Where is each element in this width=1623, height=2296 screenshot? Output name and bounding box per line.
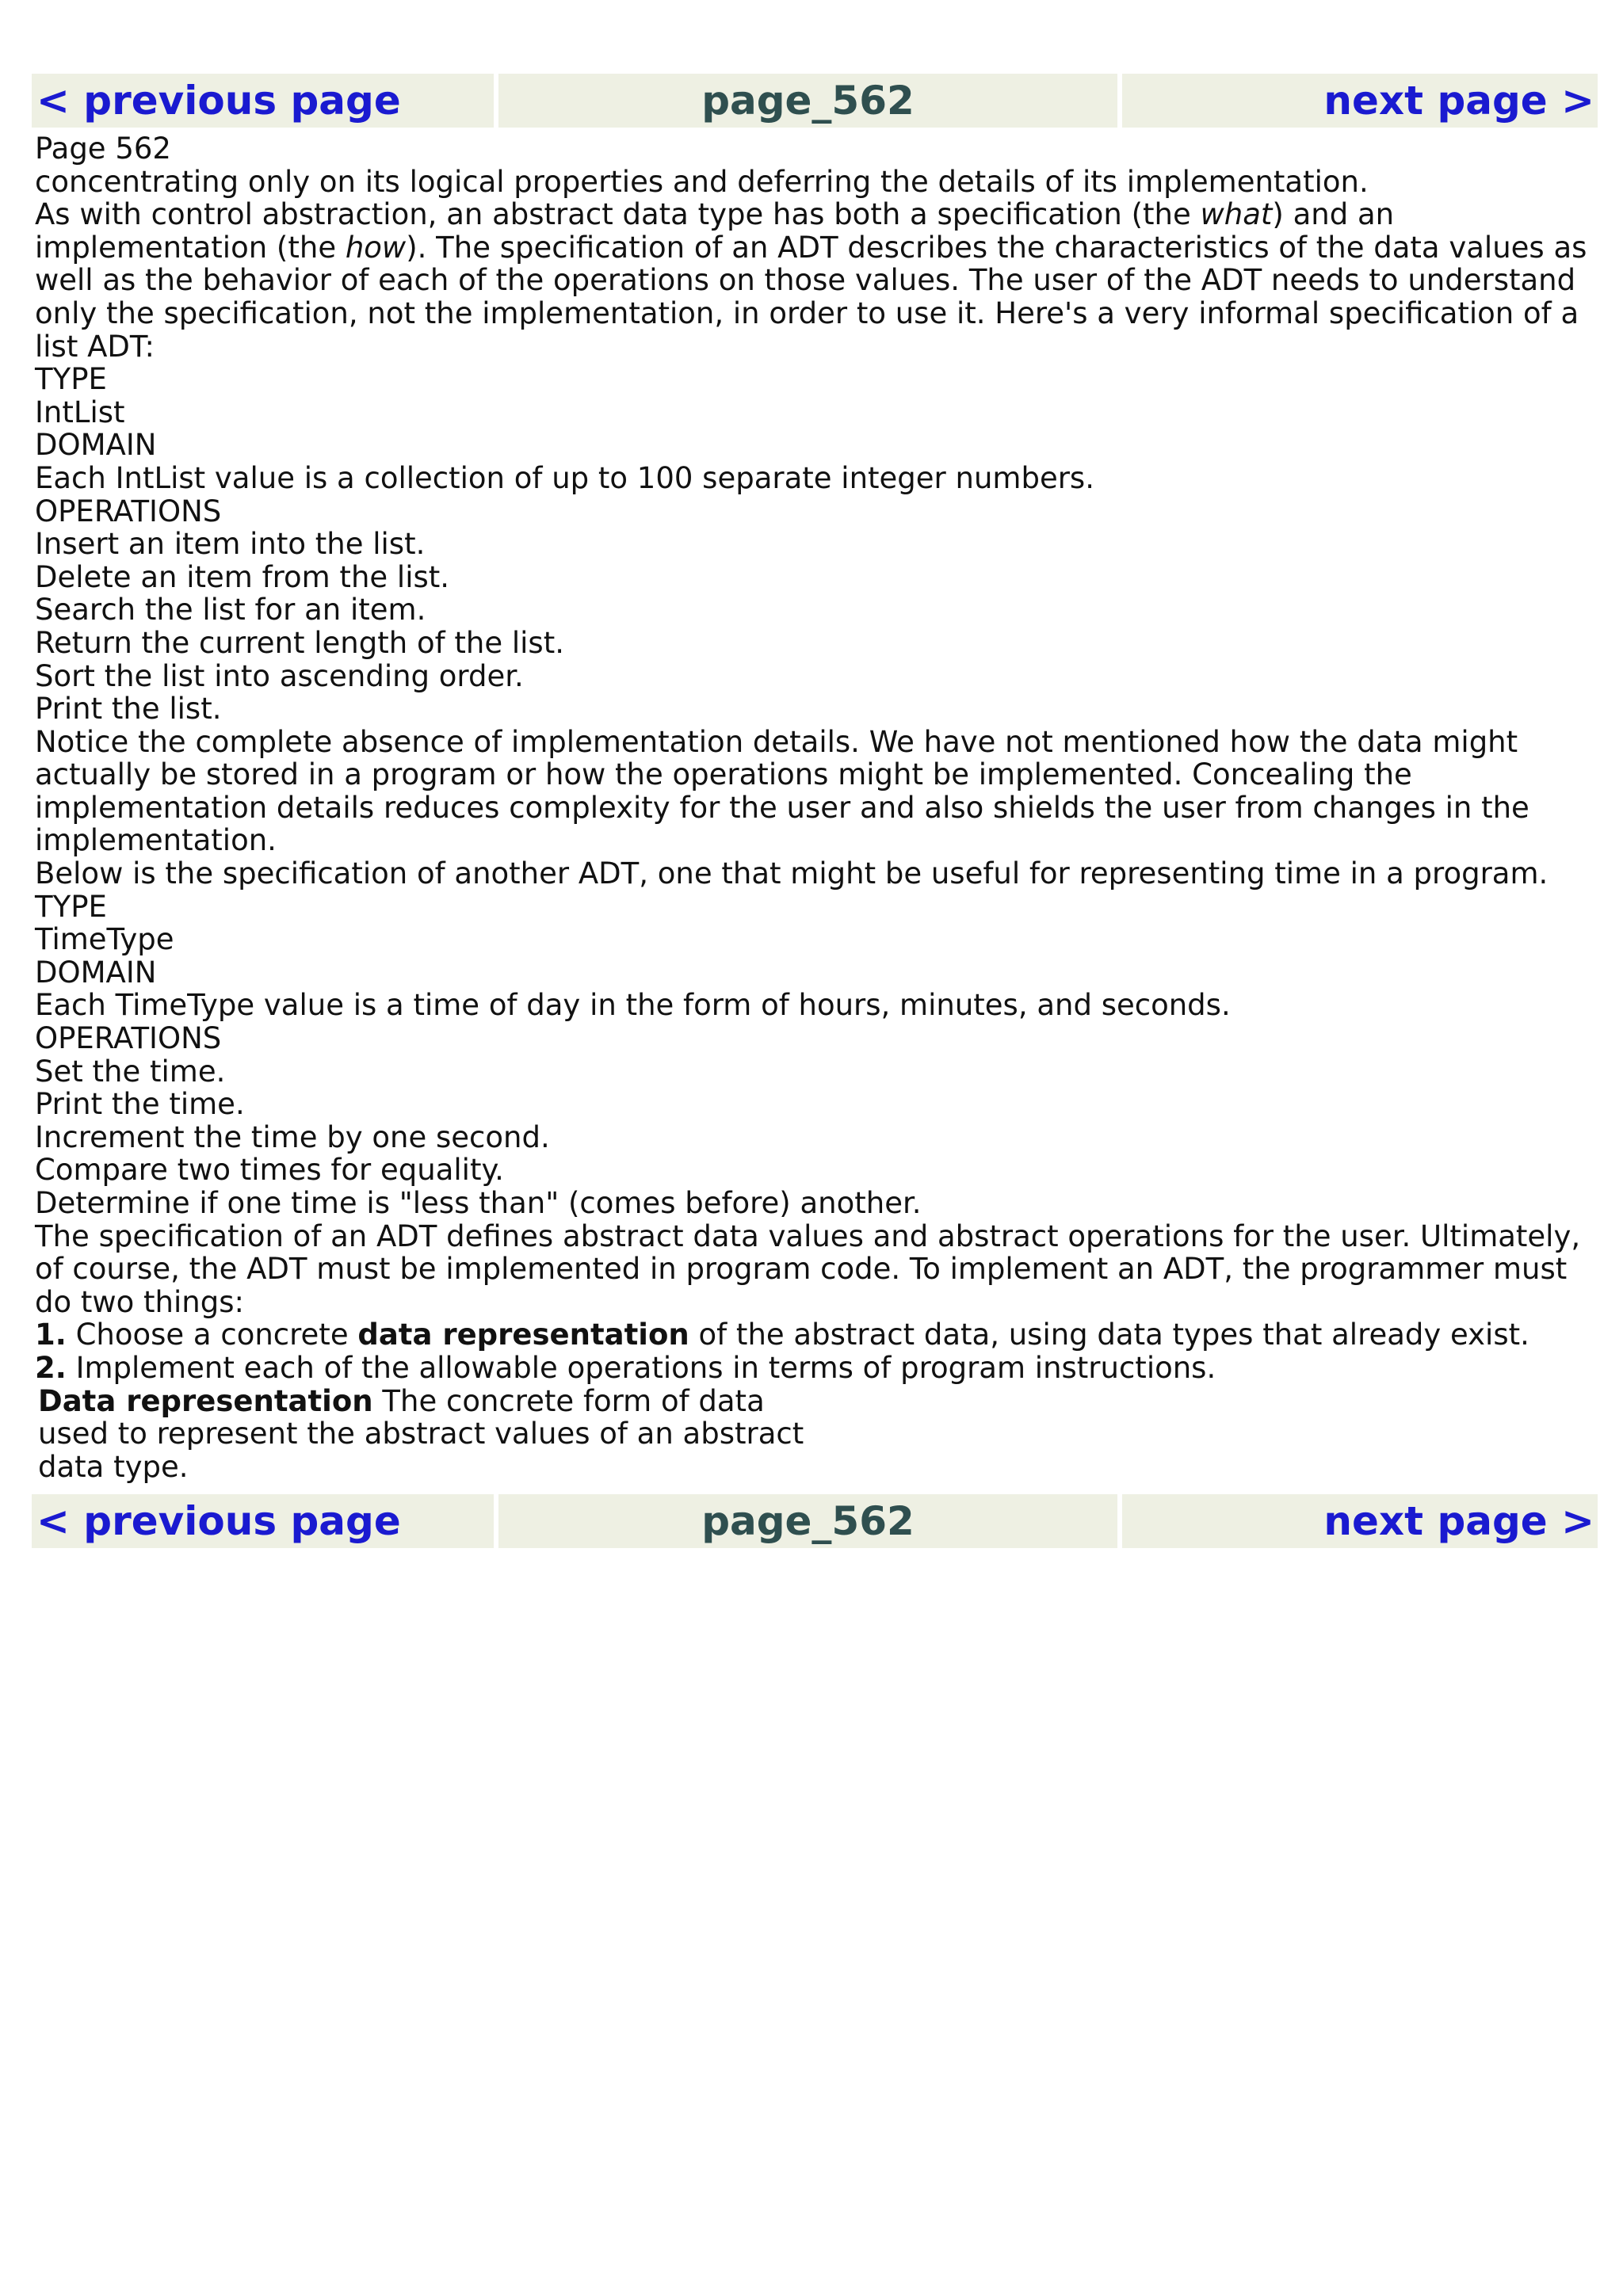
operation-item: Determine if one time is "less than" (comes before) another. (35, 1186, 922, 1220)
intlist-spec (35, 363, 1596, 726)
page-heading: Page 562 (35, 132, 171, 166)
emphasis-what: what (1200, 197, 1273, 232)
next-page-link[interactable]: next page > (1323, 78, 1594, 124)
definition-note (38, 1385, 1596, 1484)
operation-item: Sort the list into ascending order. (35, 658, 524, 693)
timetype-spec (35, 891, 1596, 1220)
text-line: implementation. (35, 823, 277, 858)
next-page-link[interactable]: next page > (1323, 1498, 1594, 1545)
step-number: 2. (35, 1350, 67, 1385)
intro-line: concentrating only on its logical properties and deferring the details of its implementation. (35, 164, 1369, 199)
operation-item: Search the list for an item. (35, 593, 426, 627)
definition-term: Data representation (38, 1383, 373, 1418)
text-line: Data representation The concrete form of data (38, 1383, 765, 1418)
key-term: data representation (357, 1318, 689, 1352)
text-line: used to represent the abstract values of an abstract (38, 1417, 804, 1451)
spec-operations-label: OPERATIONS (35, 1021, 222, 1056)
operation-item: Print the list. (35, 692, 222, 727)
bottom-nav-bar (32, 1494, 1598, 1548)
text-line: actually be stored in a program or how the operations might be implemented. Concealing the (35, 757, 1412, 792)
text-line: The specification of an ADT defines abstract data values and abstract operations for the user. Ultimately, (35, 1219, 1581, 1253)
page-wrapper (32, 74, 1598, 1548)
text-line: of course, the ADT must be implemented in program code. To implement an ADT, the programmer must (35, 1252, 1568, 1287)
bottom-page-indicator (498, 1494, 1117, 1548)
spec-domain-text: Each TimeType value is a time of day in the form of hours, minutes, and seconds. (35, 988, 1231, 1023)
page-content (32, 128, 1598, 1483)
operation-item: Print the time. (35, 1087, 245, 1122)
step-item: 1. Choose a concrete data representation of the abstract data, using data types that already exist. (35, 1318, 1529, 1352)
operation-item: Compare two times for equality. (35, 1153, 504, 1188)
emphasis-how: how (345, 230, 407, 265)
text-line: do two things: (35, 1284, 244, 1319)
top-page-indicator (498, 74, 1117, 128)
text-line: implementation details reduces complexity for the user and also shields the user from changes in the (35, 790, 1529, 825)
operation-item: Insert an item into the list. (35, 527, 426, 562)
operation-item: Return the current length of the list. (35, 625, 564, 660)
spec-type-label: TYPE (35, 362, 107, 397)
bottom-prev-cell (32, 1494, 494, 1548)
operation-item: Set the time. (35, 1054, 226, 1089)
spec-domain-text: Each IntList value is a collection of up to 100 separate integer numbers. (35, 460, 1094, 495)
spec-type-label: TYPE (35, 889, 107, 924)
top-nav-bar (32, 74, 1598, 128)
text-line: As with control abstraction, an abstract data type has both a specification (the what) and an (35, 197, 1395, 232)
spec-domain-label: DOMAIN (35, 955, 157, 990)
bottom-next-cell (1122, 1494, 1598, 1548)
top-next-cell (1122, 74, 1598, 128)
paragraph-another-adt: Below is the specification of another ADT, one that might be useful for representing time in a program. (35, 856, 1549, 891)
page-number-label: page_562 (701, 1498, 915, 1545)
text-line: implementation (the how). The specification of an ADT describes the characteristics of the data values as (35, 230, 1587, 265)
page-number-label: page_562 (701, 78, 915, 124)
spec-type-name: TimeType (35, 922, 174, 957)
step-item: 2. Implement each of the allowable operations in terms of program instructions. (35, 1350, 1216, 1385)
previous-page-link[interactable]: < previous page (36, 1498, 401, 1545)
text-line: list ADT: (35, 329, 155, 364)
step-number: 1. (35, 1318, 67, 1352)
text-line: well as the behavior of each of the operations on those values. The user of the ADT needs to understand (35, 263, 1576, 298)
paragraph-adt-implementation (35, 1220, 1596, 1319)
top-prev-cell (32, 74, 494, 128)
paragraph-specification (35, 198, 1596, 363)
text-line: Notice the complete absence of implementation details. We have not mentioned how the data might (35, 724, 1518, 759)
operation-item: Increment the time by one second. (35, 1119, 550, 1154)
spec-domain-label: DOMAIN (35, 428, 157, 463)
previous-page-link[interactable]: < previous page (36, 78, 401, 124)
paragraph-implementation-details (35, 726, 1596, 857)
text-line: only the specification, not the implementation, in order to use it. Here's a very informal specification of a (35, 296, 1579, 330)
spec-type-name: IntList (35, 395, 125, 429)
spec-operations-label: OPERATIONS (35, 494, 222, 528)
text-line: data type. (38, 1449, 189, 1484)
operation-item: Delete an item from the list. (35, 559, 450, 594)
